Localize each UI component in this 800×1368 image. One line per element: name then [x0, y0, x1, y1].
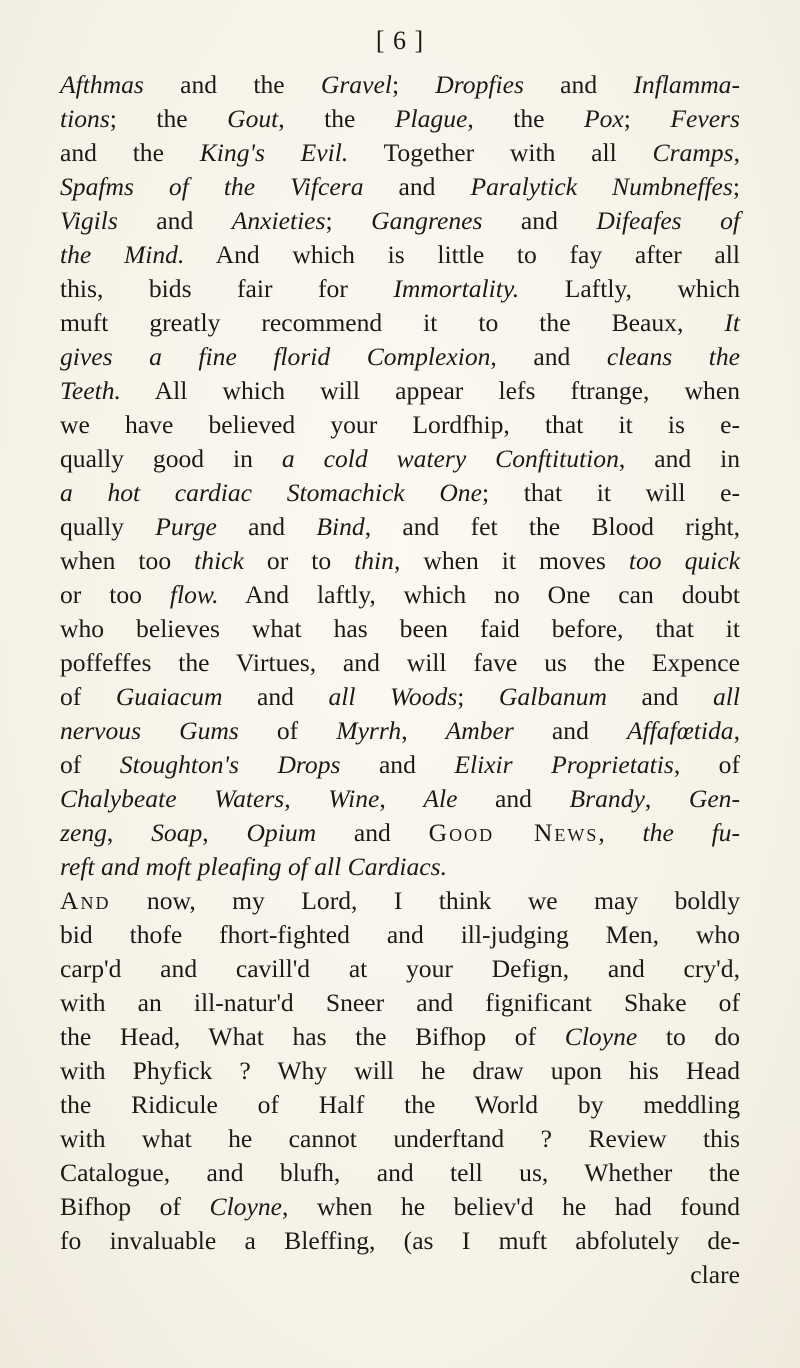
roman-text: And which is little to fay after all — [184, 240, 740, 269]
roman-text: of — [60, 750, 120, 779]
italic-text: Purge — [155, 512, 217, 541]
text-line — [60, 680, 740, 714]
italic-text: Wine — [328, 784, 380, 813]
italic-text: Pox — [583, 104, 624, 133]
italic-text: Stoughton's Drops — [119, 750, 341, 779]
roman-text: this, bids fair for — [60, 274, 394, 303]
roman-text: , — [284, 784, 329, 813]
italic-text: zeng — [60, 818, 107, 847]
roman-text: and — [340, 750, 455, 779]
text-line — [60, 408, 740, 442]
italic-text: Cloyne — [564, 1022, 638, 1051]
text-line — [60, 884, 740, 918]
roman-text: poffeffes the Virtues, and will fave us the Expence — [60, 648, 740, 677]
italic-text: King's Evil. — [199, 138, 349, 167]
text-line — [60, 374, 740, 408]
roman-text: of — [238, 716, 337, 745]
italic-text: gives a fine florid Complexion — [60, 342, 491, 371]
italic-text: It — [724, 308, 740, 337]
italic-text: Elixir Proprietatis — [454, 750, 674, 779]
roman-text: Together with all — [348, 138, 653, 167]
italic-text: Immortality. — [393, 274, 520, 303]
italic-text: Anxieties — [231, 206, 326, 235]
italic-text: Amber — [445, 716, 514, 745]
text-line — [60, 102, 740, 136]
roman-text: and — [216, 512, 317, 541]
italic-text: Ale — [423, 784, 458, 813]
roman-text: ; — [732, 172, 741, 201]
text-line — [60, 918, 740, 952]
italic-text: Spafms of the Vifcera — [60, 172, 364, 201]
text-line — [60, 476, 740, 510]
roman-text: and — [513, 716, 627, 745]
italic-text: thick — [194, 546, 244, 575]
roman-text: Catalogue, and blufh, and tell us, Whether the — [60, 1158, 740, 1187]
italic-text: Gangrenes — [371, 206, 483, 235]
small-caps-text: And — [60, 886, 111, 915]
roman-text: , — [733, 716, 740, 745]
roman-text: and — [482, 206, 597, 235]
roman-text: with Phyfick ? Why will he draw upon his Head — [60, 1056, 740, 1085]
body-text — [60, 68, 740, 1292]
text-line — [60, 306, 740, 340]
text-line — [60, 238, 740, 272]
roman-text: , and in — [618, 444, 741, 473]
roman-text: , when he believ'd he had found — [282, 1192, 740, 1221]
italic-text: Affafœtida — [626, 716, 734, 745]
page-number: [ 6 ] — [375, 26, 425, 55]
text-line — [60, 170, 740, 204]
roman-text: ; — [457, 682, 499, 711]
roman-text: with what he cannot underftand ? Review this — [60, 1124, 740, 1153]
text-line — [60, 1020, 740, 1054]
italic-text: Inflamma- — [633, 70, 740, 99]
roman-text: , the — [278, 104, 395, 133]
italic-text: all — [712, 682, 740, 711]
text-line — [60, 986, 740, 1020]
roman-text: , — [644, 784, 689, 813]
roman-text: or to — [243, 546, 355, 575]
italic-text: Galbanum — [498, 682, 607, 711]
roman-text: or too — [60, 580, 170, 609]
roman-text: when too — [60, 546, 195, 575]
text-line — [60, 850, 740, 884]
text-line — [60, 1122, 740, 1156]
roman-text: and — [363, 172, 471, 201]
roman-text: the Head, What has the Bifhop of — [60, 1022, 565, 1051]
italic-text: Guaiacum — [115, 682, 223, 711]
italic-text: Myrrh — [336, 716, 402, 745]
text-line — [60, 1190, 740, 1224]
roman-text: , and — [490, 342, 607, 371]
roman-text: who believes what has been faid before, that it — [60, 614, 740, 643]
roman-text: muft greatly recommend it to the Beaux, — [60, 308, 725, 337]
text-line — [60, 952, 740, 986]
roman-text: , — [202, 818, 247, 847]
italic-text: flow. — [169, 580, 219, 609]
text-line — [60, 1258, 740, 1292]
roman-text: , the — [467, 104, 584, 133]
roman-text: , — [401, 716, 446, 745]
italic-text: Cramps — [652, 138, 734, 167]
small-caps-text: Good News — [428, 818, 599, 847]
italic-text: Difeafes of — [596, 206, 740, 235]
roman-text: ; — [623, 104, 671, 133]
italic-text: nervous Gums — [60, 716, 239, 745]
italic-text: Cloyne — [209, 1192, 282, 1221]
italic-text: Plague — [394, 104, 468, 133]
roman-text: to do — [637, 1022, 740, 1051]
italic-text: tions — [60, 104, 110, 133]
text-line — [60, 1224, 740, 1258]
roman-text: ; — [391, 70, 436, 99]
text-line — [60, 544, 740, 578]
italic-text: cleans the — [606, 342, 740, 371]
italic-text: Gout — [227, 104, 279, 133]
italic-text: all Woods — [328, 682, 458, 711]
italic-text: the Mind. — [60, 240, 185, 269]
text-line — [60, 578, 740, 612]
italic-text: Soap — [151, 818, 203, 847]
text-line — [60, 272, 740, 306]
text-line — [60, 748, 740, 782]
roman-text: and — [523, 70, 634, 99]
roman-text: and — [606, 682, 713, 711]
roman-text: Laftly, which — [519, 274, 740, 303]
text-line — [60, 612, 740, 646]
italic-text: Chalybeate Waters — [60, 784, 285, 813]
text-line — [60, 646, 740, 680]
italic-text: Paralytick Numbneffes — [470, 172, 733, 201]
italic-text: the fu- — [642, 818, 740, 847]
roman-text: and the — [60, 138, 200, 167]
roman-text: bid thofe fhort-fighted and ill-judging Men, who — [60, 920, 740, 949]
roman-text: , and fet the Blood right, — [364, 512, 740, 541]
roman-text: and — [457, 784, 570, 813]
text-line — [60, 1088, 740, 1122]
italic-text: too quick — [628, 546, 740, 575]
italic-text: Teeth. — [60, 376, 121, 405]
roman-text: , — [379, 784, 424, 813]
roman-text: and — [316, 818, 429, 847]
roman-text: we have believed your Lordfhip, that it is e- — [60, 410, 740, 439]
roman-text: clare — [690, 1260, 740, 1289]
roman-text: and — [117, 206, 232, 235]
text-line — [60, 782, 740, 816]
roman-text: fo invaluable a Bleffing, (as I muft abfolutely de- — [60, 1226, 740, 1255]
roman-text: of — [60, 682, 116, 711]
italic-text: Afthmas — [60, 70, 144, 99]
italic-text: Gravel — [320, 70, 392, 99]
roman-text: and — [222, 682, 329, 711]
roman-text: ; the — [109, 104, 228, 133]
roman-text: the Ridicule of Half the World by meddling — [60, 1090, 740, 1119]
roman-text: qually — [60, 512, 156, 541]
roman-text: now, my Lord, I think we may boldly — [110, 886, 740, 915]
text-line — [60, 510, 740, 544]
roman-text: and the — [143, 70, 321, 99]
roman-text: And laftly, which no One can doubt — [218, 580, 740, 609]
text-line — [60, 714, 740, 748]
roman-text: , when it moves — [393, 546, 629, 575]
text-line — [60, 816, 740, 850]
roman-text: Bifhop of — [60, 1192, 210, 1221]
roman-text: with an ill-natur'd Sneer and fignificant Shake of — [60, 988, 740, 1017]
roman-text: qually good in — [60, 444, 282, 473]
roman-text: , — [733, 138, 740, 167]
italic-text: Bind — [316, 512, 365, 541]
italic-text: a hot cardiac Stomachick One — [60, 478, 482, 507]
roman-text: , — [106, 818, 152, 847]
italic-text: Fevers — [670, 104, 740, 133]
italic-text: Brandy — [569, 784, 645, 813]
italic-text: a cold watery Conftitution — [281, 444, 619, 473]
text-line — [60, 136, 740, 170]
text-line — [60, 68, 740, 102]
roman-text: , — [598, 818, 643, 847]
italic-text: Gen- — [688, 784, 741, 813]
roman-text: ; — [325, 206, 372, 235]
text-line — [60, 1156, 740, 1190]
text-line — [60, 340, 740, 374]
text-line — [60, 1054, 740, 1088]
italic-text: Opium — [246, 818, 317, 847]
italic-text: Vigils — [60, 206, 118, 235]
text-line — [60, 204, 740, 238]
italic-text: thin — [354, 546, 394, 575]
roman-text: , of — [673, 750, 740, 779]
roman-text: carp'd and cavill'd at your Defign, and cry'd, — [60, 954, 740, 983]
roman-text: ; that it will e- — [481, 478, 740, 507]
italic-text: Dropfies — [435, 70, 524, 99]
text-line — [60, 442, 740, 476]
roman-text: All which will appear lefs ftrange, when — [120, 376, 740, 405]
italic-text: reft and moft pleafing of all Cardiacs. — [60, 852, 447, 881]
